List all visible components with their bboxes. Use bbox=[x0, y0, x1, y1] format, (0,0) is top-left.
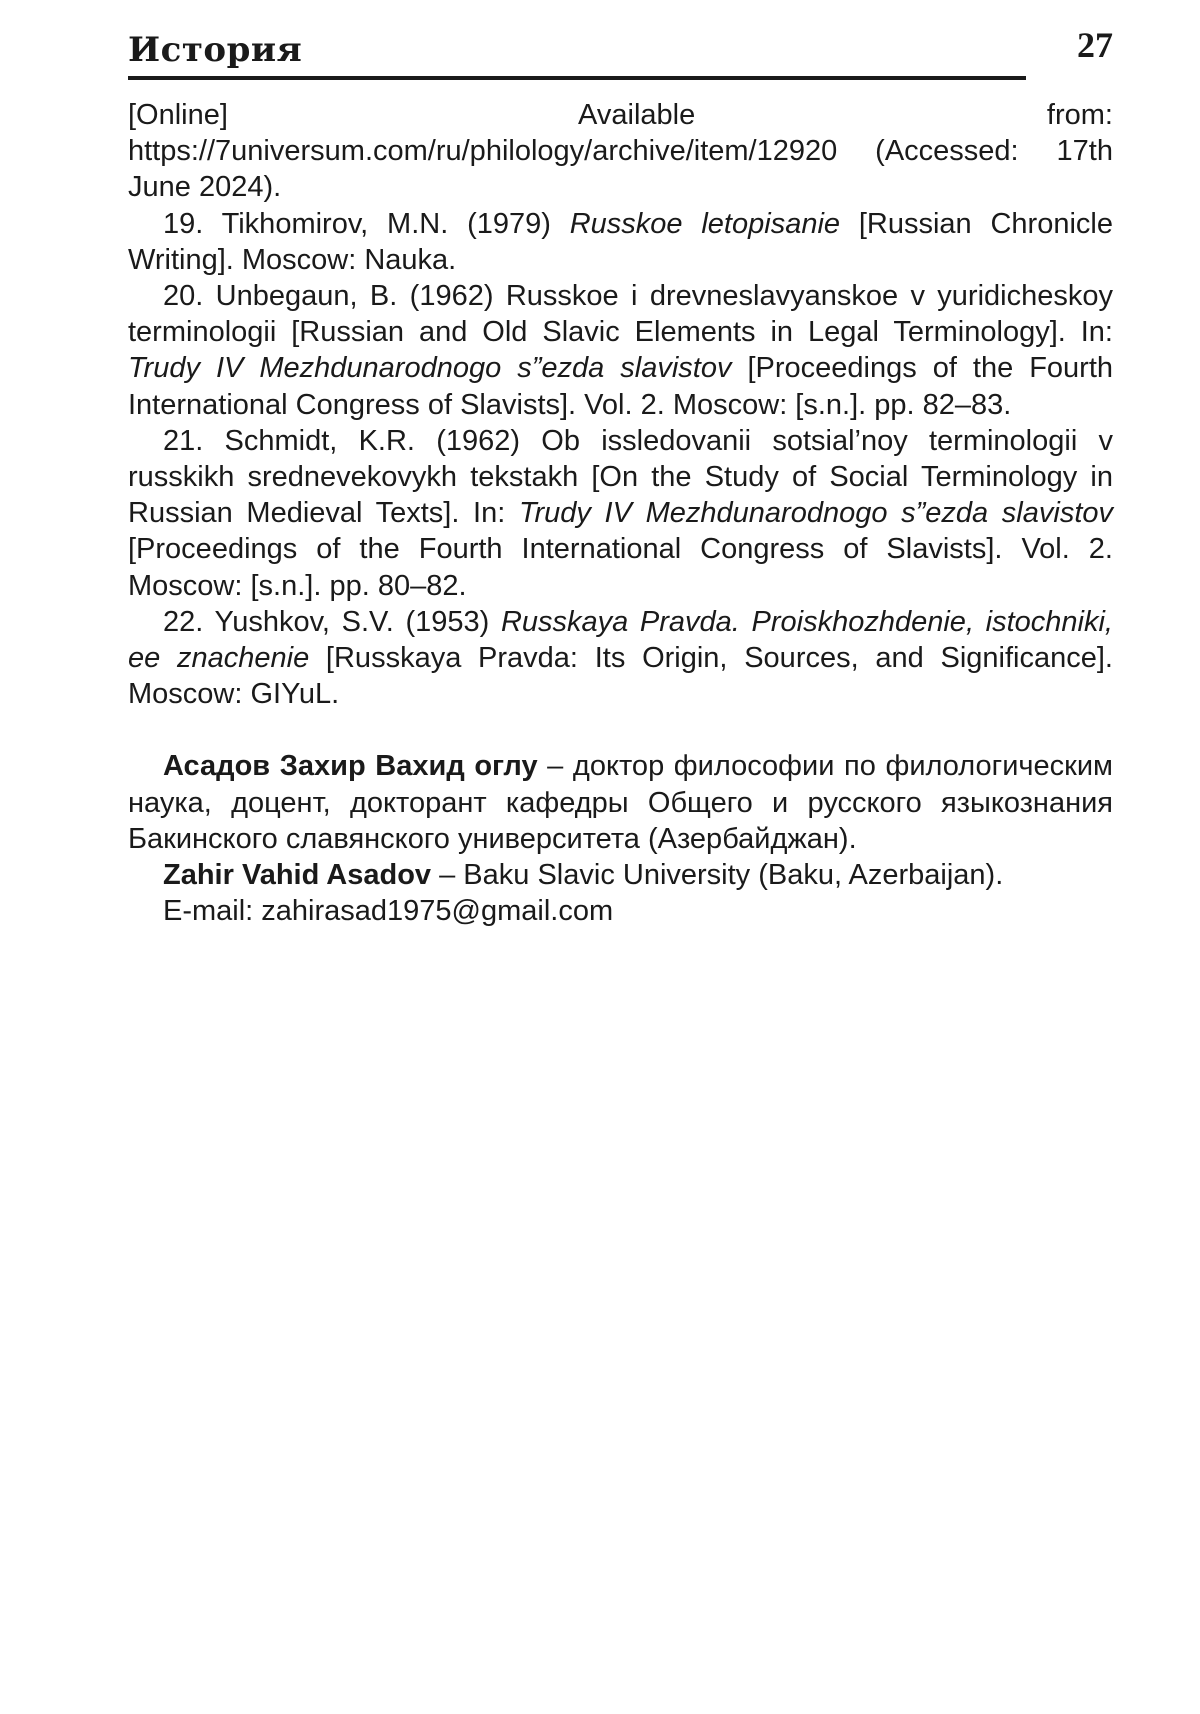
author-en bbox=[128, 857, 1113, 893]
page-number: 27 bbox=[1077, 25, 1113, 65]
reference-19-title: Russkoe letopisanie bbox=[569, 207, 841, 240]
reference-22 bbox=[128, 604, 1113, 713]
author-en-description: – Baku Slavic University (Baku, Azerbaijan). bbox=[431, 859, 1004, 892]
page-body bbox=[128, 97, 1113, 929]
reference-22-rest: [Russkaya Pravda: Its Origin, Sources, and Significance]. Moscow: GIYuL. bbox=[128, 642, 1113, 711]
reference-21 bbox=[128, 423, 1113, 604]
author-ru bbox=[128, 748, 1113, 857]
reference-21-rest: [Proceedings of the Fourth International Congress of Slavists]. Vol. 2. Moscow: [s.n.]. pp. 80–82. bbox=[128, 533, 1113, 602]
reference-21-text: 21. Schmidt, K.R. (1962) Ob issledovanii sotsial’noy terminologii v russkikh srednevekovykh tekstakh [On the Study of Social Terminology in Russian Medieval Texts]. In: bbox=[128, 424, 1113, 530]
header-rule bbox=[128, 76, 1026, 80]
reference-20-rest: [Proceedings of the Fourth International Congress of Slavists]. Vol. 2. Moscow: [s.n.]. pp. 82–83. bbox=[128, 352, 1114, 421]
reference-22-title: Russkaya Pravda. Proiskhozhdenie, istochniki, ee znachenie bbox=[128, 605, 1113, 675]
reference-20 bbox=[128, 278, 1113, 423]
reference-20-text: 20. Unbegaun, B. (1962) Russkoe i drevneslavyanskoe v yuridicheskoy terminologii [Russian and Old Slavic Elements in Legal Terminology]. In: bbox=[128, 280, 1113, 349]
email-address: zahirasad1975@gmail.com bbox=[261, 895, 614, 928]
author-ru-description: – доктор философии по филологическим наука, доцент, докторант кафедры Общего и русского языкознания Бакинского славянского университета (Азербайджан). bbox=[128, 750, 1113, 855]
reference-20-title: Trudy IV Mezhdunarodnogo s”ezda slavistov bbox=[128, 352, 732, 385]
reference-22-text: 22. Yushkov, S.V. (1953) bbox=[163, 605, 501, 638]
reference-19-text: 19. Tikhomirov, M.N. (1979) bbox=[163, 207, 570, 240]
reference-continuation: [Online] Available from: https://7universum.com/ru/philology/archive/item/12920 (Accessed: 17th June 2024). bbox=[128, 99, 1113, 204]
reference-19-rest: [Russian Chronicle Writing]. Moscow: Nauka. bbox=[128, 207, 1113, 276]
section-title: История bbox=[128, 30, 303, 70]
author-email bbox=[128, 893, 1113, 929]
page-header bbox=[128, 22, 1113, 82]
author-ru-name: Асадов Захир Вахид оглу bbox=[163, 750, 538, 783]
email-label: E-mail: bbox=[163, 895, 262, 928]
reference-19 bbox=[128, 206, 1113, 278]
author-info bbox=[128, 748, 1113, 929]
reference-21-title: Trudy IV Mezhdunarodnogo s”ezda slavistov bbox=[518, 497, 1113, 530]
author-en-name: Zahir Vahid Asadov bbox=[163, 859, 432, 892]
